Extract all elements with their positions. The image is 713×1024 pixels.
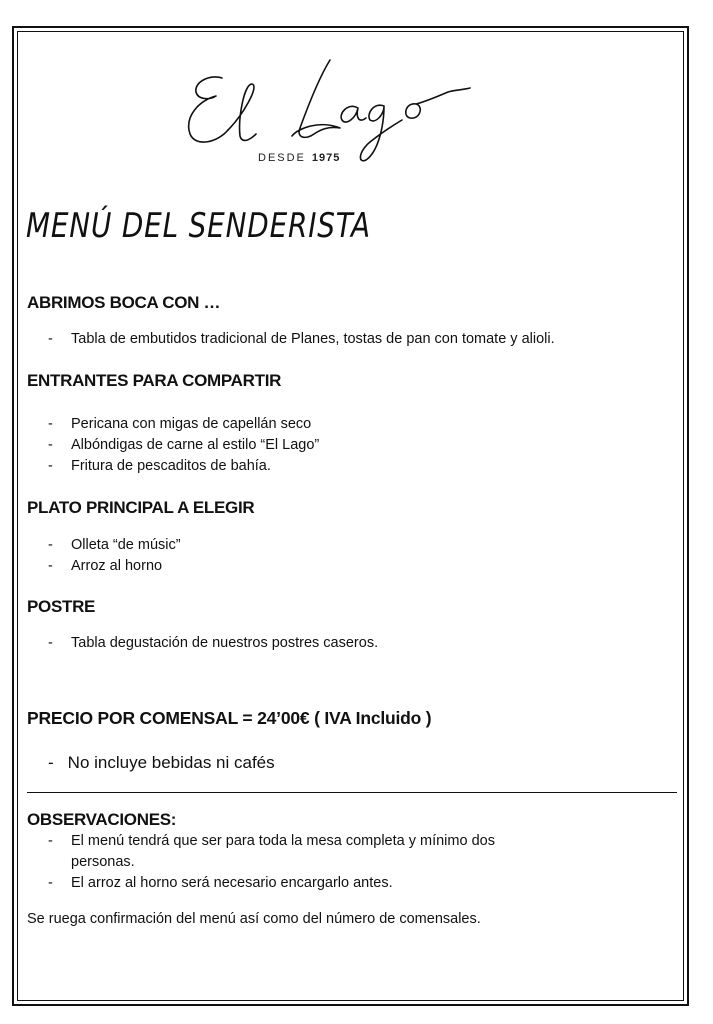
list-item: - Pericana con migas de capellán seco xyxy=(48,414,319,435)
list-item: - Fritura de pescaditos de bahía. xyxy=(48,456,319,477)
section-list-entrantes xyxy=(48,414,319,477)
section-title-postre: POSTRE xyxy=(27,597,96,616)
list-item: - Tabla de embutidos tradicional de Planes, tostas de pan con tomate y alioli. xyxy=(48,329,555,350)
observations-title: OBSERVACIONES: xyxy=(27,810,177,829)
price-note-text: No incluye bebidas ni cafés xyxy=(67,753,275,772)
section-list-postre xyxy=(48,633,378,654)
section-title-plato-principal: PLATO PRINCIPAL A ELEGIR xyxy=(27,498,255,517)
divider xyxy=(27,792,677,793)
menu-title: MENÚ DEL SENDERISTA xyxy=(26,206,371,246)
list-item: - Tabla degustación de nuestros postres caseros. xyxy=(48,633,378,654)
list-item-continuation-text: personas. xyxy=(71,854,135,870)
section-list-plato-principal xyxy=(48,535,181,577)
section-title-abrimos-boca: ABRIMOS BOCA CON … xyxy=(27,293,221,312)
list-item: - Olleta “de músic” xyxy=(48,535,181,556)
footer-note: Se ruega confirmación del menú así como del número de comensales. xyxy=(27,911,481,927)
list-item: - El menú tendrá que ser para toda la mesa completa y mínimo dos xyxy=(48,831,495,852)
section-list-abrimos-boca xyxy=(48,329,555,350)
list-item: - El arroz al horno será necesario encargarlo antes. xyxy=(48,873,495,894)
price-per-guest: PRECIO POR COMENSAL = 24’00€ ( IVA Incluido ) xyxy=(27,708,432,728)
since-label: DESDE xyxy=(258,152,306,164)
price-note: - No incluye bebidas ni cafés xyxy=(48,753,275,772)
since-tagline xyxy=(258,152,340,164)
since-year: 1975 xyxy=(311,152,341,164)
list-item: - Albóndigas de carne al estilo “El Lago” xyxy=(48,435,319,456)
observations-list xyxy=(48,831,495,894)
list-item-continuation xyxy=(48,852,495,873)
section-title-entrantes: ENTRANTES PARA COMPARTIR xyxy=(27,371,282,390)
list-item: - Arroz al horno xyxy=(48,556,181,577)
